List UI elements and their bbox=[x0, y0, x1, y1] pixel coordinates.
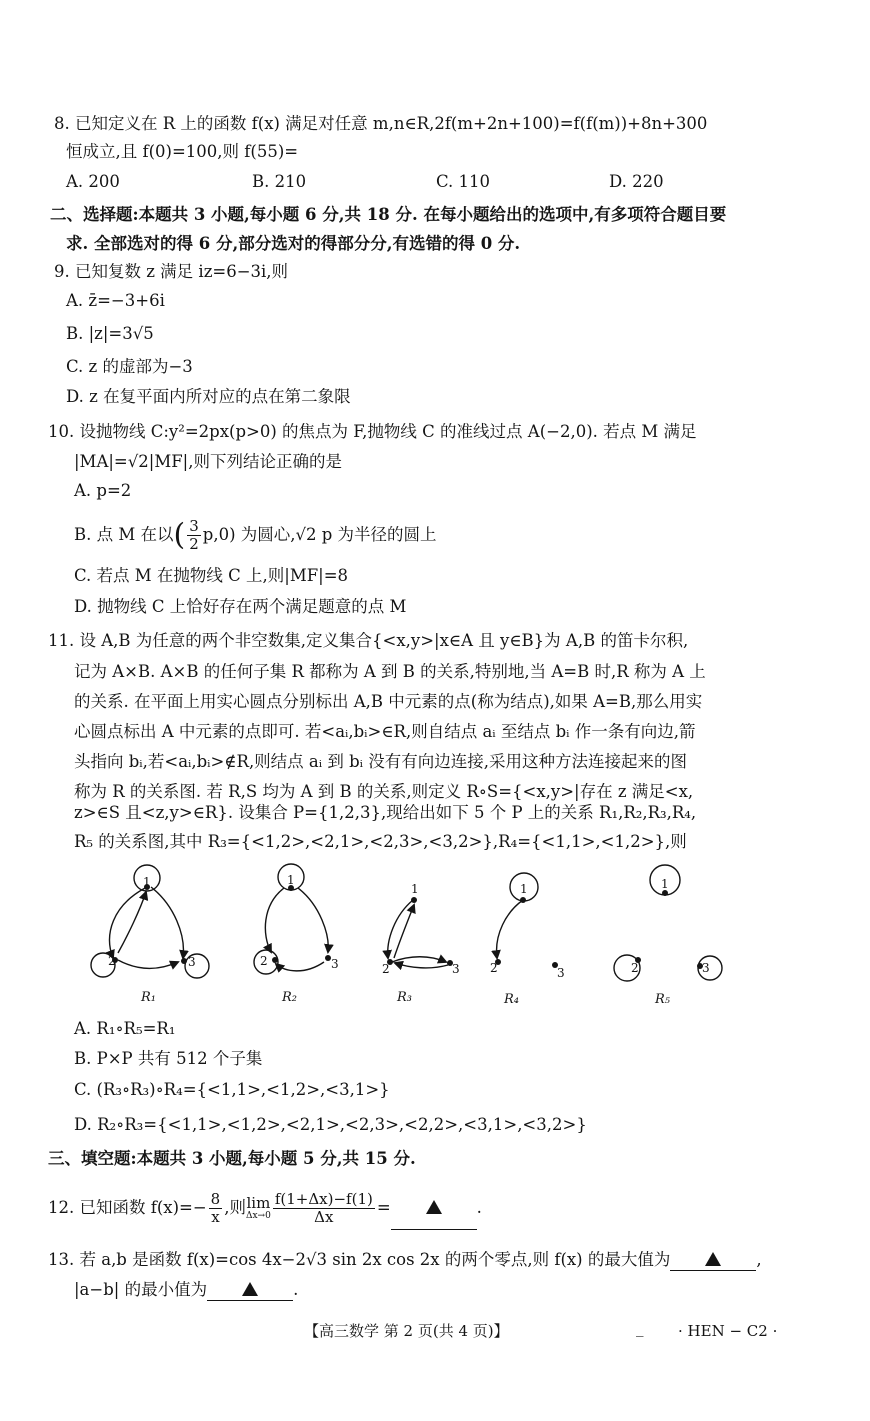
q12-period: . bbox=[476, 1198, 482, 1217]
footer-code: · HEN − C2 · bbox=[678, 1322, 778, 1340]
q11-line2: 记为 A×B. A×B 的任何子集 R 都称为 A 到 B 的关系,特别地,当 A=B 时,R 称为 A 上 bbox=[74, 662, 706, 681]
q11-line7: z>∈S 且<z,y>∈R}. 设集合 P={1,2,3},现给出如下 5 个 P 上的关系 R₁,R₂,R₃,R₄, bbox=[74, 803, 697, 822]
r1-edge-1-3 bbox=[151, 887, 183, 958]
q11-option-b: B. P×P 共有 512 个子集 bbox=[74, 1049, 263, 1068]
footer-dash: _ bbox=[636, 1319, 644, 1337]
r2-label-2: 2 bbox=[260, 954, 268, 968]
r3-label-2: 2 bbox=[382, 962, 390, 976]
caption-r1: R₁ bbox=[141, 990, 156, 1005]
q13-line2-period: . bbox=[293, 1280, 299, 1299]
q11-line4: 心圆点标出 A 中元素的点即可. 若<aᵢ,bᵢ>∈R,则自结点 aᵢ 至结点 bᵢ 作一条有向边,箭 bbox=[74, 722, 696, 741]
r2-node-2 bbox=[272, 957, 278, 963]
r3-label-1: 1 bbox=[411, 882, 419, 896]
r1-edge-2-1 bbox=[118, 892, 146, 953]
q10-option-b-prefix: B. 点 M 在以 bbox=[74, 525, 174, 544]
left-paren: ( bbox=[173, 517, 186, 553]
q13-min-answer-blank[interactable] bbox=[207, 1280, 293, 1301]
q12-quotient-denominator: Δx bbox=[314, 1208, 334, 1226]
q9-option-a: A. z̄=−3+6i bbox=[66, 291, 165, 310]
q8-option-a: A. 200 bbox=[66, 172, 120, 191]
q12-line bbox=[48, 1187, 482, 1230]
r5-label-1: 1 bbox=[661, 877, 669, 891]
q11-line5: 头指向 bᵢ,若<aᵢ,bᵢ>∉R,则结点 aᵢ 到 bᵢ 没有有向边连接,采用这种方法连接起来的图 bbox=[74, 752, 687, 771]
footer-page-info: 【高三数学 第 2 页(共 4 页)】 bbox=[304, 1322, 509, 1340]
q12-limit bbox=[246, 1196, 271, 1221]
q8-option-d: D. 220 bbox=[609, 172, 664, 191]
r1-edge-1-2 bbox=[110, 887, 147, 958]
q10-line2: |MA|=√2|MF|,则下列结论正确的是 bbox=[74, 452, 342, 471]
r2-edge-1-2 bbox=[265, 888, 284, 952]
q11-option-c: C. (R₃∘R₃)∘R₄={<1,1>,<1,2>,<3,1>} bbox=[74, 1080, 390, 1099]
section2-heading-line1: 二、选择题:本题共 3 小题,每小题 6 分,共 18 分. 在每小题给出的选项中,有多项符合题目要 bbox=[50, 205, 727, 224]
q8-option-c: C. 110 bbox=[436, 172, 491, 191]
caption-r2: R₂ bbox=[282, 990, 297, 1005]
q9-option-b: B. |z|=3√5 bbox=[66, 324, 154, 343]
r1-label-1: 1 bbox=[143, 875, 151, 889]
answer-triangle-icon bbox=[426, 1200, 442, 1214]
q12-f-fraction bbox=[209, 1191, 223, 1226]
r4-node-1 bbox=[520, 897, 526, 903]
diagram-r4 bbox=[497, 873, 538, 958]
q9-option-c: C. z 的虚部为−3 bbox=[66, 357, 193, 376]
q10-line1: 10. 设抛物线 C:y²=2px(p>0) 的焦点为 F,抛物线 C 的准线过点 A(−2,0). 若点 M 满足 bbox=[48, 422, 697, 441]
fraction-denominator: 2 bbox=[189, 535, 199, 553]
r4-edge-1-2 bbox=[497, 900, 523, 958]
q11-option-d: D. R₂∘R₃={<1,1>,<1,2>,<2,1>,<2,3>,<2,2>,<3,1>,<3,2>} bbox=[74, 1115, 587, 1134]
q11-line3: 的关系. 在平面上用实心圆点分别标出 A,B 中元素的点(称为结点),如果 A=B,那么用实 bbox=[74, 692, 703, 711]
caption-r5: R₅ bbox=[655, 992, 670, 1007]
answer-triangle-icon bbox=[705, 1252, 721, 1266]
q8-line2: 恒成立,且 f(0)=100,则 f(55)= bbox=[66, 142, 299, 161]
answer-triangle-icon bbox=[242, 1282, 258, 1296]
section2-heading-line2: 求. 全部选对的得 6 分,部分选对的得部分分,有选错的得 0 分. bbox=[66, 234, 521, 253]
section3-heading: 三、填空题:本题共 3 小题,每小题 5 分,共 15 分. bbox=[48, 1149, 416, 1168]
q9-stem: 9. 已知复数 z 满足 iz=6−3i,则 bbox=[54, 262, 289, 281]
q10-option-b bbox=[74, 518, 437, 553]
r3-edge-3-2 bbox=[395, 963, 448, 968]
relation-diagrams bbox=[0, 850, 870, 1020]
q13-line1-text: 13. 若 a,b 是函数 f(x)=cos 4x−2√3 sin 2x cos 2x 的两个零点,则 f(x) 的最大值为 bbox=[48, 1250, 671, 1269]
r2-edge-3-2 bbox=[276, 962, 324, 971]
r4-label-3: 3 bbox=[557, 966, 565, 980]
q12-f-numerator: 8 bbox=[210, 1190, 221, 1208]
q11-option-a: A. R₁∘R₅=R₁ bbox=[74, 1019, 176, 1038]
q13-max-answer-blank[interactable] bbox=[670, 1250, 756, 1271]
three-halves-fraction bbox=[187, 518, 201, 553]
q10-option-d: D. 抛物线 C 上恰好存在两个满足题意的点 M bbox=[74, 597, 407, 616]
r2-edge-1-3 bbox=[298, 888, 328, 952]
q10-option-a: A. p=2 bbox=[74, 481, 132, 500]
q13-line1 bbox=[48, 1250, 762, 1271]
q13-line2-text: |a−b| 的最小值为 bbox=[74, 1280, 208, 1299]
r3-label-3: 3 bbox=[452, 962, 460, 976]
q12-lim-subscript: Δx→0 bbox=[245, 1211, 271, 1221]
q11-line1: 11. 设 A,B 为任意的两个非空数集,定义集合{<x,y>|x∈A 且 y∈B}为 A,B 的笛卡尔积, bbox=[48, 631, 689, 650]
q10-option-b-suffix: p,0) 为圆心,√2 p 为半径的圆上 bbox=[202, 525, 437, 544]
r4-label-2: 2 bbox=[490, 961, 498, 975]
diagram-r3 bbox=[388, 900, 448, 968]
q12-prefix: 12. 已知函数 f(x)=− bbox=[48, 1198, 207, 1217]
r3-node-1 bbox=[411, 897, 417, 903]
q12-difference-quotient bbox=[273, 1191, 375, 1226]
q12-mid: ,则 bbox=[224, 1198, 246, 1217]
r4-label-1: 1 bbox=[520, 882, 528, 896]
q13-line2 bbox=[74, 1280, 298, 1301]
q10-option-c: C. 若点 M 在抛物线 C 上,则|MF|=8 bbox=[74, 566, 349, 585]
r1-label-3: 3 bbox=[188, 955, 196, 969]
r2-label-3: 3 bbox=[331, 957, 339, 971]
r1-node-3 bbox=[181, 958, 187, 964]
q9-option-d: D. z 在复平面内所对应的点在第二象限 bbox=[66, 387, 351, 406]
r5-label-2: 2 bbox=[631, 961, 639, 975]
r1-edge-2-3 bbox=[118, 960, 178, 969]
q12-equals: = bbox=[376, 1198, 391, 1217]
r3-edge-1-2 bbox=[388, 900, 413, 958]
q12-f-denominator: x bbox=[211, 1208, 220, 1226]
q12-lim-word: lim bbox=[246, 1194, 271, 1212]
q12-answer-blank[interactable] bbox=[391, 1187, 477, 1230]
r1-label-2: 2 bbox=[108, 954, 116, 968]
r3-edge-2-1 bbox=[394, 905, 414, 958]
r3-edge-2-3 bbox=[392, 957, 446, 962]
q11-line6: 称为 R 的关系图. 若 R,S 均为 A 到 B 的关系,则定义 R∘S={<x,y>|存在 z 满足<x, bbox=[74, 782, 694, 801]
q8-option-b: B. 210 bbox=[252, 172, 307, 191]
caption-r4: R₄ bbox=[504, 992, 519, 1007]
r2-label-1: 1 bbox=[287, 873, 295, 887]
q8-line1: 8. 已知定义在 R 上的函数 f(x) 满足对任意 m,n∈R,2f(m+2n+100)=f(f(m))+8n+300 bbox=[54, 114, 708, 133]
q11-line8: R₅ 的关系图,其中 R₃={<1,2>,<2,1>,<2,3>,<3,2>},R₄={<1,1>,<1,2>},则 bbox=[74, 832, 687, 851]
q12-quotient-numerator: f(1+Δx)−f(1) bbox=[274, 1190, 373, 1208]
caption-r3: R₃ bbox=[397, 990, 412, 1005]
q13-line1-comma: , bbox=[756, 1250, 762, 1269]
r5-label-3: 3 bbox=[702, 961, 710, 975]
fraction-numerator: 3 bbox=[189, 517, 199, 535]
